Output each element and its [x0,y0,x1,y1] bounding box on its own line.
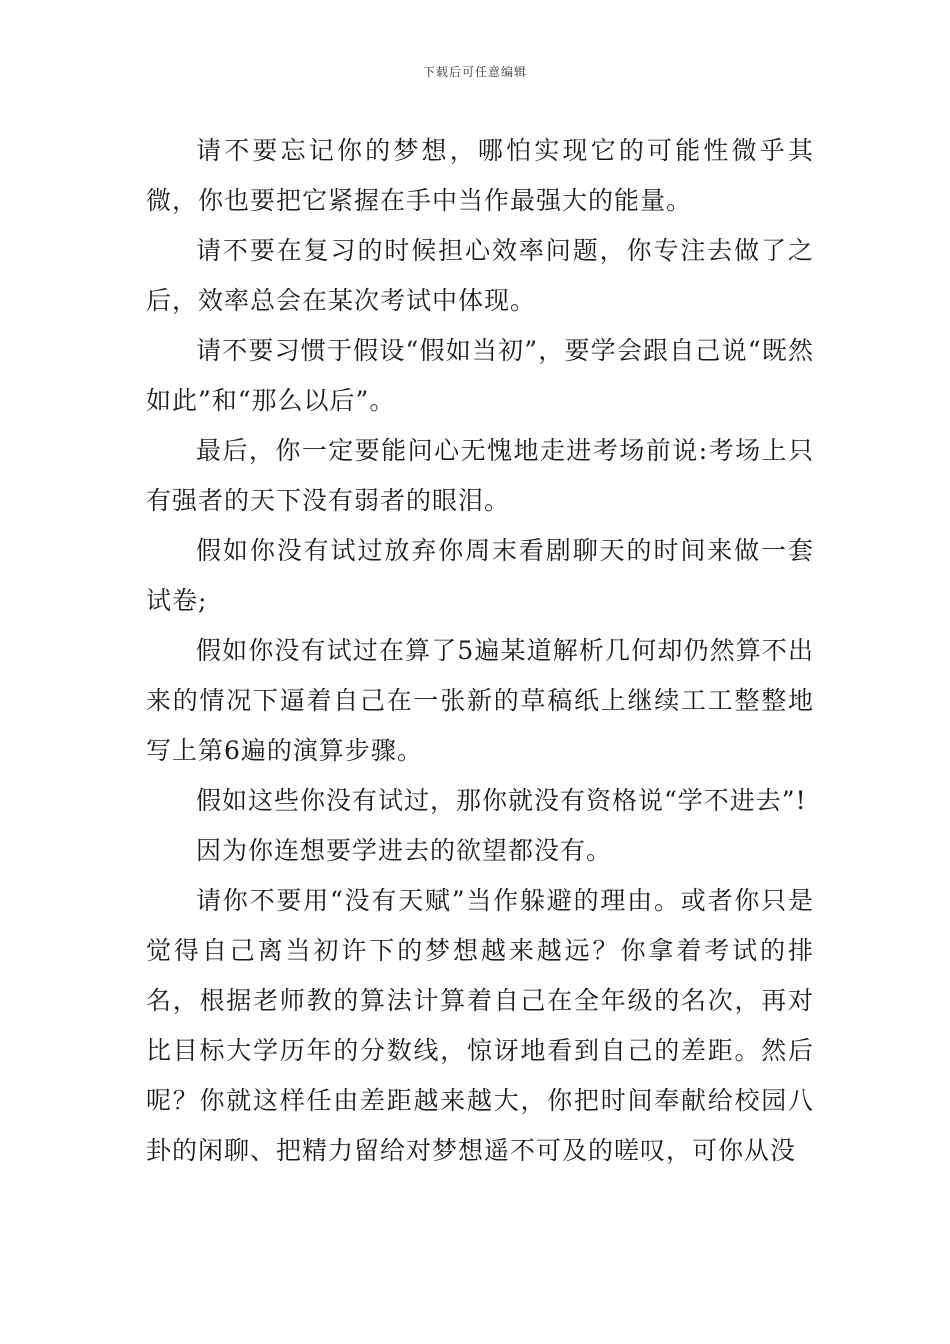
paragraph-5: 假如你没有试过放弃你周末看剧聊天的时间来做一套试卷; [146,536,814,615]
paragraph-9: 请你不要用“没有天赋”当作躲避的理由。或者你只是觉得自己离当初许下的梦想越来越远？你拿着考试的排名，根据老师教的算法计算着自己在全年级的名次，再对比目标大学历年的分数线，惊讶地看到自己的差距。然后呢？你就这样任由差距越来越大，你把时间奉献给校园八卦的闲聊、把精力留给对梦想遥不可及的嗟叹，可你从没 [146,886,814,1165]
paragraph-8: 因为你连想要学进去的欲望都没有。 [196,836,613,865]
paragraph-7: 假如这些你没有试过，那你就没有资格说“学不进去”! [196,786,807,815]
paragraph-3: 请不要习惯于假设“假如当初”，要学会跟自己说“既然如此”和“那么以后”。 [146,336,814,415]
paragraph-4: 最后，你一定要能问心无愧地走进考场前说:考场上只有强者的天下没有弱者的眼泪。 [146,436,814,515]
document-body [146,126,814,1176]
page-header: 下载后可任意编辑 [422,65,527,79]
paragraph-6: 假如你没有试过在算了5遍某道解析几何却仍然算不出来的情况下逼着自己在一张新的草稿纸上继续工工整整地写上第6遍的演算步骤。 [146,636,814,765]
paragraph-1: 请不要忘记你的梦想，哪怕实现它的可能性微乎其微，你也要把它紧握在手中当作最强大的能量。 [146,136,814,215]
paragraph-2: 请不要在复习的时候担心效率问题，你专注去做了之后，效率总会在某次考试中体现。 [146,236,814,315]
